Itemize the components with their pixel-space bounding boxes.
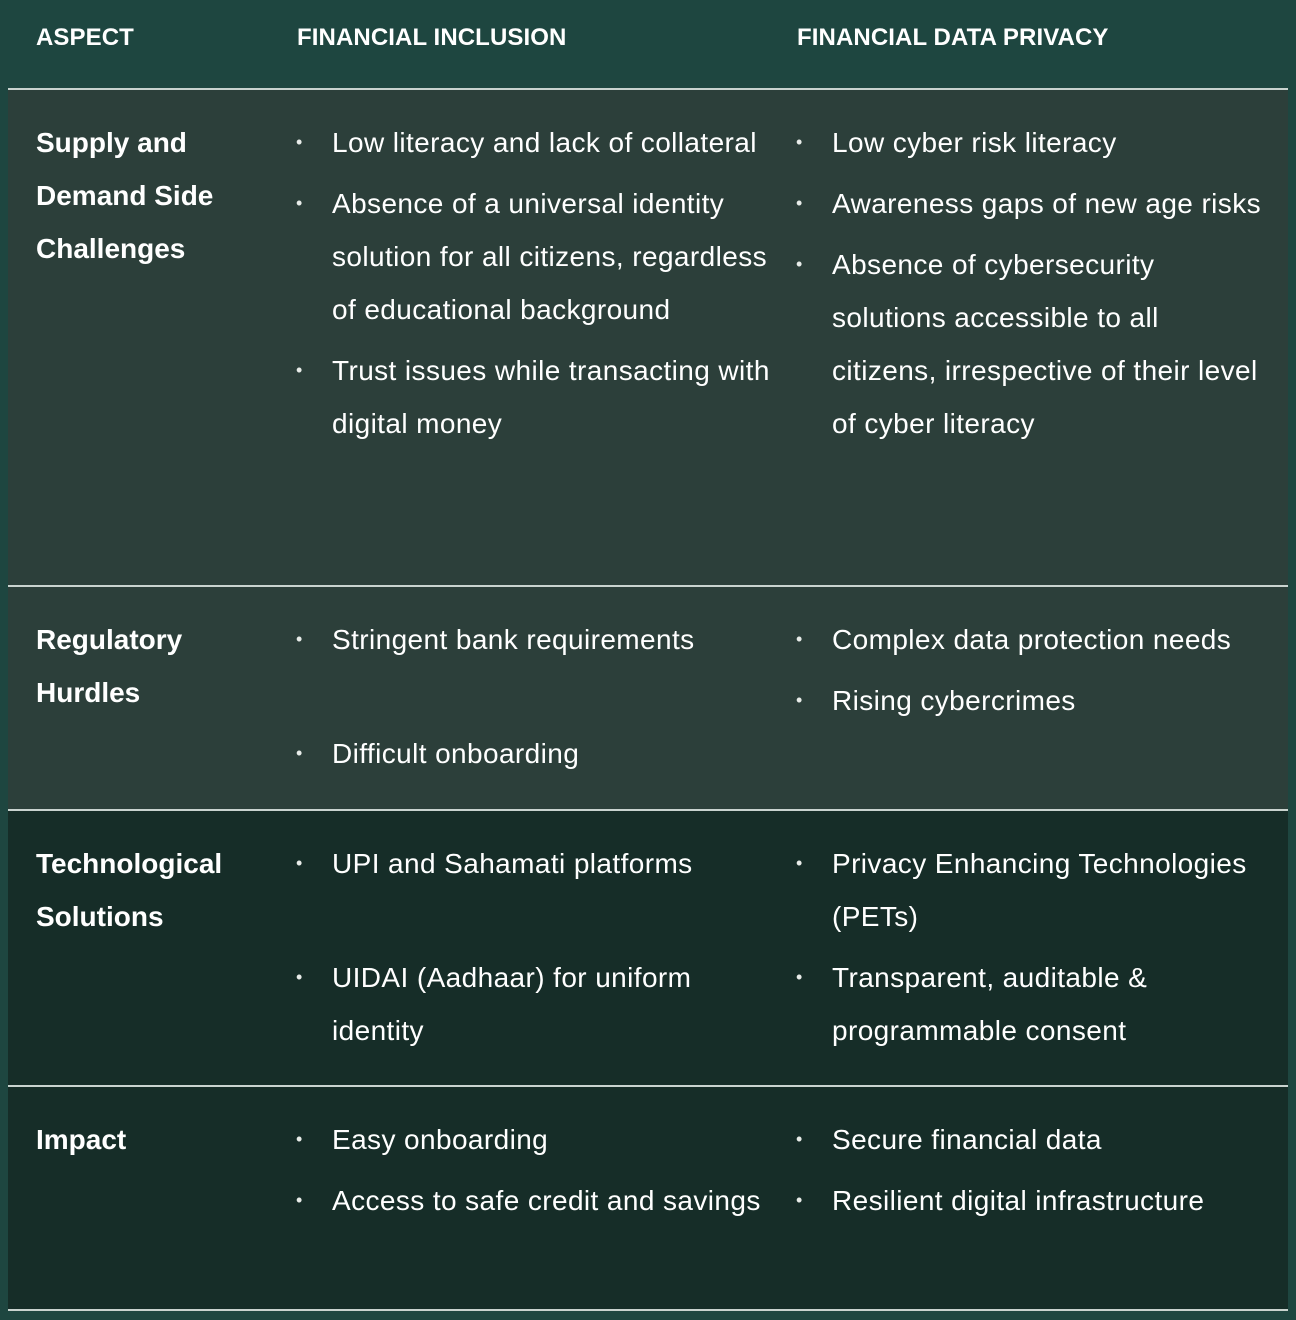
list-item: • Absence of a universal identity solution for all citizens, regardless of educational background (296, 177, 776, 336)
list-item: • Privacy Enhancing Technologies (PETs) (796, 837, 1266, 943)
list-item: • Absence of cybersecurity solutions accessible to all citizens, irrespective of their level of cyber literacy (796, 238, 1266, 450)
header-aspect: ASPECT (36, 24, 134, 51)
inclusion-list (296, 837, 776, 1057)
table-row-supply-demand (8, 90, 1288, 587)
inclusion-list (296, 613, 776, 780)
list-item: • Rising cybercrimes (796, 674, 1266, 727)
table-header (8, 0, 1288, 90)
list-item: • Resilient digital infrastructure (796, 1174, 1266, 1227)
aspect-label: Technological Solutions (36, 848, 223, 932)
comparison-table (8, 0, 1288, 1311)
privacy-list (796, 116, 1266, 450)
list-item: • Low cyber risk literacy (796, 116, 1266, 169)
list-item: • Difficult onboarding (296, 727, 776, 780)
list-item: • UPI and Sahamati platforms (296, 837, 776, 890)
list-item: • Stringent bank requirements (296, 613, 776, 666)
table-row-technological (8, 811, 1288, 1087)
list-item: • Low literacy and lack of collateral (296, 116, 776, 169)
list-item: • Secure financial data (796, 1113, 1266, 1166)
list-item: • Easy onboarding (296, 1113, 776, 1166)
aspect-label: Regulatory Hurdles (36, 624, 183, 708)
inclusion-list (296, 1113, 776, 1227)
list-item: • Trust issues while transacting with digital money (296, 344, 776, 450)
list-item: • Access to safe credit and savings (296, 1174, 776, 1227)
table-row-impact (8, 1087, 1288, 1311)
list-item: • UIDAI (Aadhaar) for uniform identity (296, 951, 776, 1057)
header-financial-data-privacy: FINANCIAL DATA PRIVACY (797, 24, 1109, 51)
table-row-regulatory (8, 587, 1288, 811)
privacy-list (796, 613, 1266, 727)
aspect-label: Impact (36, 1124, 127, 1155)
list-item: • Awareness gaps of new age risks (796, 177, 1266, 230)
list-item: • Transparent, auditable & programmable consent (796, 951, 1266, 1057)
aspect-label: Supply and Demand Side Challenges (36, 127, 214, 264)
list-item: • Complex data protection needs (796, 613, 1266, 666)
header-financial-inclusion: FINANCIAL INCLUSION (297, 24, 567, 51)
privacy-list (796, 1113, 1266, 1227)
privacy-list (796, 837, 1266, 1057)
inclusion-list (296, 116, 776, 450)
